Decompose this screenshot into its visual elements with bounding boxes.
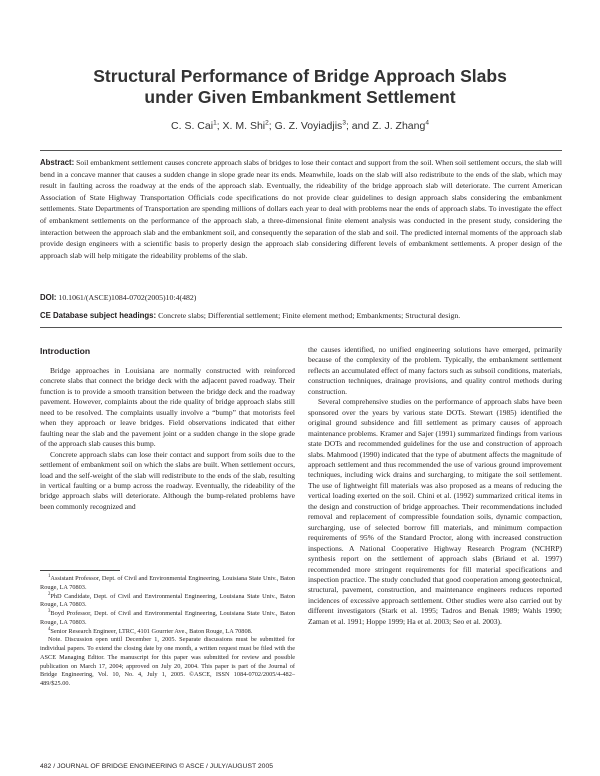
author-name: Z. J. Zhang bbox=[372, 120, 426, 132]
column-right bbox=[308, 345, 562, 627]
author-name: C. S. Cai bbox=[171, 120, 214, 132]
page-footer: 482 / JOURNAL OF BRIDGE ENGINEERING © ASCE / JULY/AUGUST 2005 bbox=[40, 763, 274, 770]
abstract-label: Abstract: bbox=[40, 158, 75, 167]
subject-headings-text: Concrete slabs; Differential settlement; Finite element method; Embankments; Structural design. bbox=[158, 311, 461, 320]
footnotes bbox=[40, 575, 295, 689]
title-line-2: under Given Embankment Settlement bbox=[144, 87, 456, 107]
author-affiliation-mark: 4 bbox=[425, 119, 429, 127]
author-name: X. M. Shi bbox=[222, 120, 266, 132]
paper-title bbox=[40, 66, 560, 108]
footnote: $^2$PhD Candidate, Dept. of Civil and Environmental Engineering, Louisiana State Univ., Baton Rouge, LA 70803. bbox=[40, 591, 295, 609]
editorial-note: Note. Discussion open until December 1, 2005. Separate discussions must be submitted for individual papers. To extend the closing date by one month, a written request must be filed with the ASCE Managing Editor. The manuscript for this paper was submitted for review and possible publication on March 17, 2004; approved on July 20, 2004. This paper is part of the Journal of Bridge Engineering, Vol. 10, No. 4, July 1, 2005. ©ASCE, ISSN 1084-0702/2005/4-482–489/$25.00. bbox=[40, 636, 295, 687]
abstract bbox=[40, 157, 562, 261]
footnote: $^3$Boyd Professor, Dept. of Civil and Environmental Engineering, Louisiana State Univ., Baton Rouge, LA 70803. bbox=[40, 608, 295, 626]
author-affiliation-mark: 1 bbox=[213, 119, 217, 127]
doi-value: 10.1061/(ASCE)1084-0702(2005)10:4(482) bbox=[58, 293, 197, 302]
footnote: $^1$Assistant Professor, Dept. of Civil and Environmental Engineering, Louisiana State Univ., Baton Rouge, LA 70803. bbox=[40, 573, 295, 591]
paragraph: Several comprehensive studies on the performance of approach slabs have been sponsored over the years by various state DOTs. Stewart (1985) identified the original ground subsidence and fill settlement as primary causes of approach maintenance problems. Kramer and Sajer (1991) summarized findings from various state DOTs and recommended guidelines for the use and construction of approach slabs. Mahmood (1990) indicated that the type of abutment affects the magnitude of approach settlement and thus recommended the use of various ground improvement techniques, including wick drains and surcharging, to mitigate the soil settlement. The use of lightweight fill materials was also proposed as a means of reducing the vertical loading exerted on the soil. Chini et al. (1992) summarized critical items in the design and construction of bridge approaches. Their recommendations included removal and replacement of compressible foundation soils, dynamic compaction, surcharging, use of selected borrow fill materials, and minimum compaction requirements of 95% of the Standard Proctor, along with increased construction inspections. A National Cooperative Highway Research Program (NCHRP) synthesis report on the settlement of approach slabs (Briaud et al. 1997) recommended more stringent requirements for fill material specifications and inspection practice. The study concluded that good cooperation among geotechnical, structural, pavement, construction, and maintenance engineers reduces reported incidences of excessive approach settlement. Other studies were also carried out by different investigators (Stark et al. 1995; Tadros and Benak 1989; Wahls 1990; Zaman et al. 1991; Hoppe 1999; Ha et al. 2003; Seo et al. 2003). bbox=[308, 397, 562, 626]
footnote-divider bbox=[40, 570, 120, 571]
section-heading-introduction: Introduction bbox=[40, 346, 91, 356]
footnote: $^4$Senior Research Engineer, LTRC, 4101 Gourrier Ave., Baton Rouge, LA 70808. bbox=[48, 626, 253, 635]
column-left bbox=[40, 366, 295, 512]
author-affiliation-mark: 3 bbox=[342, 119, 346, 127]
divider-bottom bbox=[40, 327, 562, 328]
title-line-1: Structural Performance of Bridge Approach Slabs bbox=[93, 66, 507, 86]
author-list: C. S. Cai$^1$; X. M. Shi$^2$; G. Z. Voyiadjis$^3$; and Z. J. Zhang$^4$ bbox=[171, 119, 429, 132]
paragraph: Concrete approach slabs can lose their contact and support from soils due to the settlement of embankment soil on which the slabs are built. When settlement occurs, load and the self-weight of the slab will redistribute to the ends of the slab, resulting in vertical faulting or a bump across the roadway. Eventually, the rideability of the bridge approach slabs will deteriorate. Although the bump-related problems have been commonly recognized and bbox=[40, 449, 295, 511]
paragraph: Bridge approaches in Louisiana are normally constructed with reinforced concrete slabs that connect the bridge deck with the adjacent paved roadway. Their function is to provide a smooth transition between the bridge deck and the roadway pavement. However, complaints about the ride quality of bridge approach slabs still need to be resolved. The complaints usually involve a “bump” that motorists feel when they approach or leave bridges. Field observations indicated that either faulting near the slab and the pavement joint or a sudden change in the slope grade of the approach slab causes this bump. bbox=[40, 366, 295, 449]
doi-label: DOI: bbox=[40, 293, 57, 302]
divider-top bbox=[40, 150, 562, 151]
doi bbox=[40, 293, 562, 302]
subject-headings bbox=[40, 311, 570, 320]
subject-headings-label: CE Database subject headings: bbox=[40, 311, 157, 320]
author-name: G. Z. Voyiadjis bbox=[274, 120, 343, 132]
abstract-text: Soil embankment settlement causes concrete approach slabs of bridges to lose their contact and support from the soil. When soil settlement occurs, the slab will bend in a concave manner that causes a sudden change in slope grade near its ends. Meanwhile, loads on the slab will also redistribute to the ends of the slab, which may result in faulting across the roadway at the ends of the approach slab. Eventually, the rideability of the bridge approach slab will deteriorate. The current American Association of State Highway Transportation Officials code specifications do not provide clear guidelines to design approach slabs considering the embankment settlements. State Departments of Transportation are spending millions of dollars each year to deal with problems near the ends of approach slabs. To investigate the effect of embankment settlements on the performance of the approach slab, a three-dimensional finite element analysis was conducted in the present study, considering the interaction between the approach slab and the embankment soil, and consequently the separation of the slab and soil. The predicted internal moments of the approach slab provide design engineers with a scientific basis to properly design the approach slab considering different levels of embankment settlements. A proper design of the approach slab will help mitigate the rideability problems of the slab. bbox=[40, 158, 562, 260]
paragraph: the causes identified, no unified engineering solutions have emerged, primarily because of the complexity of the problem. Typically, the embankment settlement reflects an accumulated effect of many factors such as subsoil conditions, materials, construction techniques, drainage provisions, and quality control methods during construction. bbox=[308, 345, 562, 396]
author-affiliation-mark: 2 bbox=[265, 119, 269, 127]
